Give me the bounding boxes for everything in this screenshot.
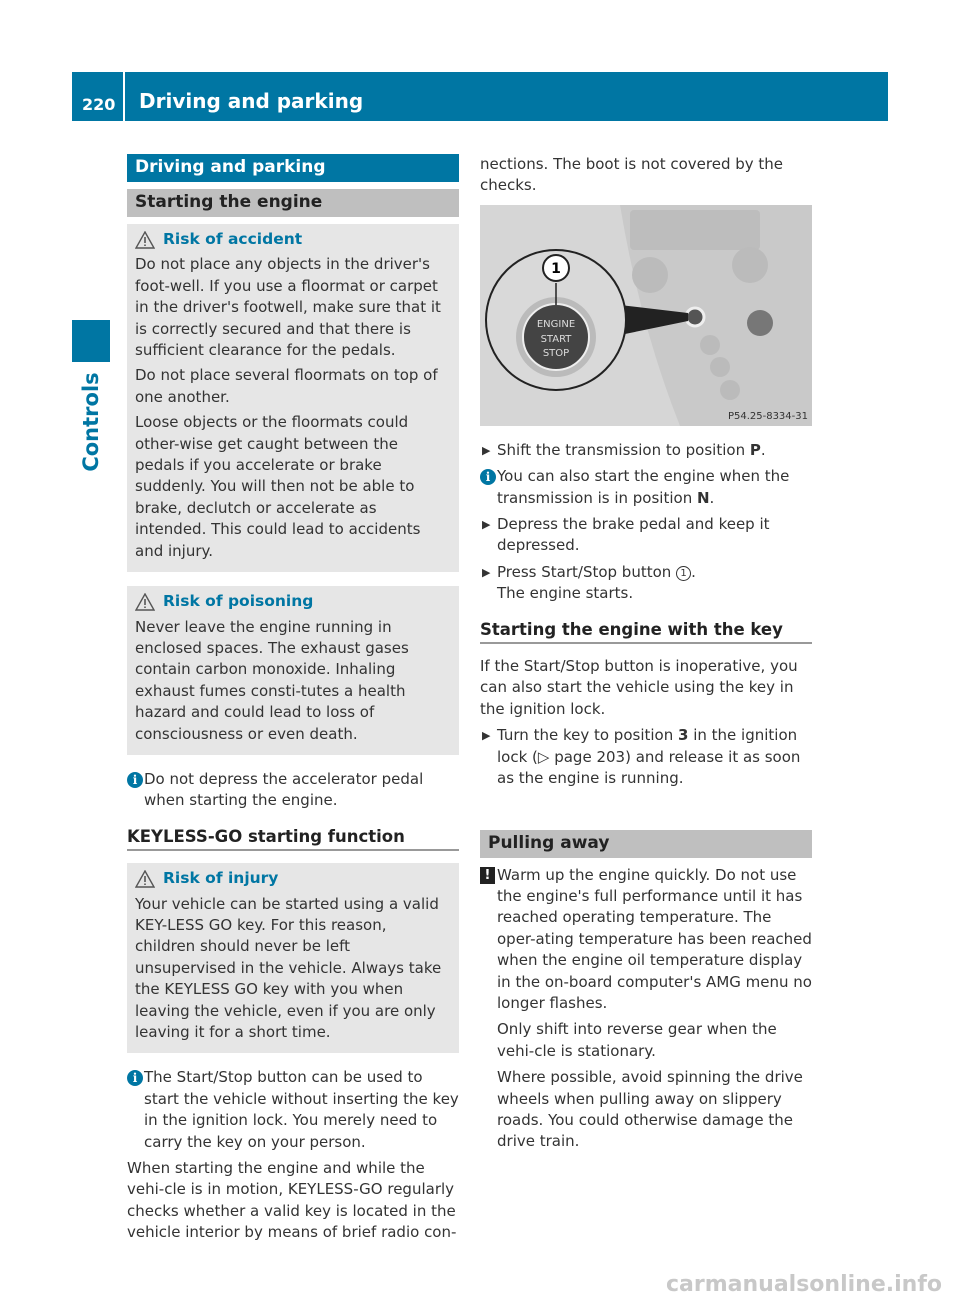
warning-text: Do not place any objects in the driver's foot-well. If you use a floormat or carpet in the driver's footwell, make sure that it is correctly secured and that there is sufficient clearance for the pedals.: [135, 255, 441, 360]
exclamation-icon: !: [480, 867, 495, 884]
step-text: Turn the key to position: [497, 726, 678, 745]
info-bold: N: [696, 488, 710, 507]
left-column: [127, 154, 459, 1249]
page-number: 220: [72, 72, 125, 121]
step-item: [480, 725, 812, 789]
button-label-start: START: [540, 333, 572, 345]
warning-text: Do not place several floormats on top of one another.: [135, 366, 438, 406]
subsection-title: Starting the engine: [127, 189, 459, 217]
info-text: You can also start the engine when the transmission is in position: [497, 467, 790, 507]
step-result: The engine starts.: [497, 584, 634, 603]
step-item: [480, 562, 812, 605]
info-note: [480, 466, 812, 509]
step-text: Depress the brake pedal and keep it depressed.: [497, 515, 770, 555]
warning-title: Risk of poisoning: [163, 592, 314, 611]
info-text: Do not depress the accelerator pedal when starting the engine.: [144, 769, 424, 810]
arrow-right-icon: ▶: [482, 729, 491, 743]
section-title: Driving and parking: [127, 154, 459, 182]
watermark: carmanualsonline.info: [666, 1272, 942, 1297]
note-text: Only shift into reverse gear when the vehi-cle is stationary.: [497, 1020, 777, 1060]
note-text: Warm up the engine quickly. Do not use the engine's full performance until it has reached operating temperature. The oper-ating temperature has been reached when the engine oil temperature display in the on-board computer's AMG menu no longer flashes.: [497, 865, 812, 1012]
side-tab-text: Controls: [79, 372, 103, 472]
info-end: .: [709, 488, 715, 507]
heading-start-with-key: Starting the engine with the key: [480, 619, 812, 644]
step-text: Shift the transmission to position: [497, 440, 750, 459]
warning-box-poisoning: [127, 586, 459, 755]
start-stop-button-illustration: [480, 205, 812, 426]
step-end: .: [760, 440, 766, 459]
warning-text: Never leave the engine running in enclosed spaces. The exhaust gases contain carbon monoxide. Inhaling exhaust fumes consti-tutes a health hazard and could lead to loss of consciousness or even death.: [135, 617, 409, 743]
warning-box-injury: [127, 863, 459, 1053]
step-text: in the ignition lock (: [497, 726, 798, 766]
info-icon: i: [127, 1070, 143, 1086]
step-bold: 3: [678, 726, 689, 745]
step-text: Press Start/Stop button: [497, 562, 677, 581]
header-title: Driving and parking: [139, 89, 364, 113]
warning-title: Risk of injury: [163, 869, 279, 888]
page-reference-link[interactable]: ▷ page 203: [537, 747, 626, 766]
step-item: [480, 514, 812, 557]
note-text: Where possible, avoid spinning the drive wheels when pulling away on slippery roads. You could otherwise damage the drive train.: [497, 1068, 803, 1151]
callout-number: 1: [676, 566, 691, 581]
image-code: P54.25-8334-31: [727, 410, 808, 422]
body-paragraph: When starting the engine and while the vehi-cle is in motion, KEYLESS-GO regularly checks whether a valid key is located in the vehicle interior by means of brief radio con-: [127, 1159, 457, 1242]
arrow-right-icon: ▶: [482, 518, 491, 532]
warning-title: Risk of accident: [163, 230, 303, 248]
info-text: The Start/Stop button can be used to start the vehicle without inserting the key in the ignition lock. You merely need to carry the key on your person.: [144, 1068, 459, 1151]
warning-triangle-icon: [135, 593, 155, 611]
info-note: [127, 1067, 459, 1153]
subsection-pulling-away: Pulling away: [480, 830, 812, 858]
body-paragraph: nections. The boot is not covered by the checks.: [480, 155, 784, 195]
step-end: .: [691, 562, 696, 581]
body-paragraph: If the Start/Stop button is inoperative, you can also start the vehicle using the key in the ignition lock.: [480, 657, 798, 718]
info-icon: i: [480, 469, 496, 485]
arrow-right-icon: ▶: [482, 443, 491, 457]
button-label-engine: ENGINE: [536, 318, 576, 330]
step-item: [480, 440, 812, 461]
callout-number: 1: [551, 260, 561, 277]
heading-keyless-go: KEYLESS-GO starting function: [127, 826, 459, 851]
step-bold: P: [749, 440, 761, 459]
info-note: [127, 769, 459, 812]
side-tab-label: [72, 372, 110, 472]
info-icon: i: [127, 772, 143, 788]
warning-text: Your vehicle can be started using a valid KEY-LESS GO key. For this reason, children should never be left unsupervised in the vehicle. Always take the KEYLESS GO key with you when leaving the vehicle, even if you are only leaving it for a short time.: [135, 894, 442, 1041]
step-text: ) and release it as soon as the engine is running.: [497, 747, 801, 788]
warning-triangle-icon: [135, 870, 155, 888]
side-tab-marker: [72, 320, 110, 362]
warning-text: Loose objects or the floormats could other-wise get caught between the pedals if you accelerate or brake suddenly. You will then not be able to brake, declutch or accelerate as intended. This could lead to accidents and injury.: [135, 413, 421, 560]
warning-triangle-icon: [135, 231, 155, 249]
arrow-right-icon: ▶: [482, 565, 491, 579]
warning-box-accident: [127, 224, 459, 572]
page-header: [72, 72, 888, 121]
note-box: [480, 865, 812, 1153]
right-column: [480, 154, 812, 1158]
button-label-stop: STOP: [542, 347, 570, 359]
